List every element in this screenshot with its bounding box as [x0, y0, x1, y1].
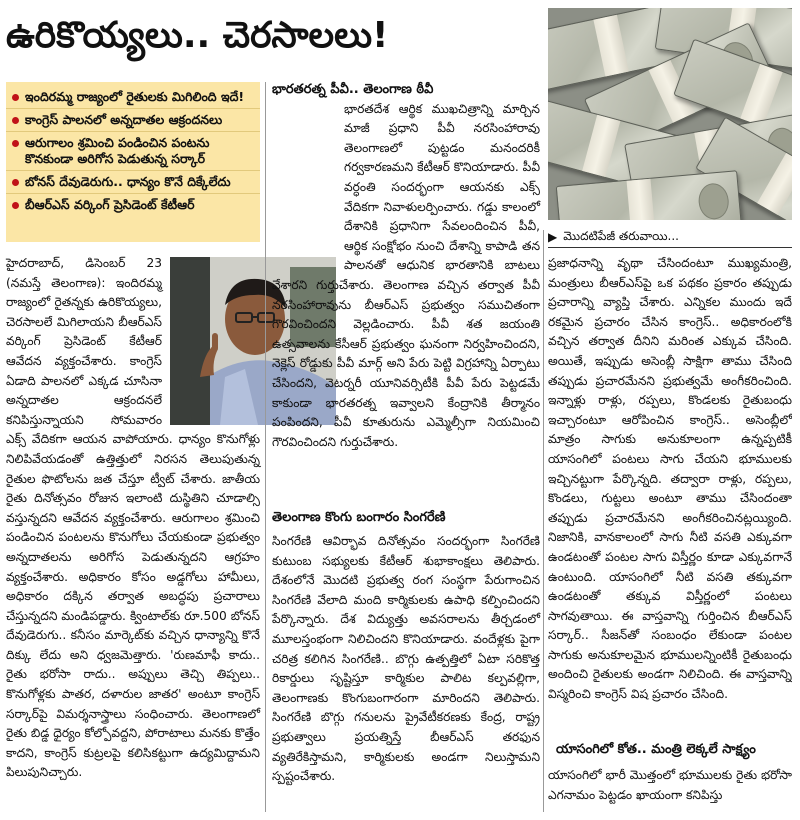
- headline-block: [6, 14, 538, 66]
- highlights-box: [6, 82, 260, 242]
- bullet-icon: [12, 117, 19, 124]
- highlight-item: ఆరుగాలం శ్రమించి పండించిన పంటను కొనకుండా అరిగోస పెడుతున్న సర్కార్: [6, 132, 260, 171]
- column-3-continued-article: [548, 254, 792, 730]
- bullet-icon: [12, 202, 19, 209]
- column-1-article: [6, 254, 260, 816]
- continued-label: మొదటిపేజీ తరువాయి...: [563, 228, 679, 243]
- arrow-right-icon: ▶: [548, 230, 558, 244]
- highlight-item: బీఆర్ఎస్ వర్కింగ్ ప్రెసిడెంట్ కేటీఆర్: [6, 194, 260, 216]
- singareni-article-body: సింగరేణి ఆవిర్భావ దినోత్సవం సందర్భంగా సింగరేణి కుటుంబ సభ్యులకు కేటీఆర్ శుభాకాంక్షలు తెలిపారు. దేశంలోనే మొదటి ప్రభుత్వ రంగ సంస్థగా పేరుగాంచిన సింగరేణి వేలాది మంది కార్మికులకు ఉపాధి కల్పించిందని పేర్కొన్నారు. దేశ విద్యుత్తు అవసరాలను తీర్చడంలో మూలస్తంభంగా నిలిచిందని కొనియాడారు. వందేళ్లకు పైగా చరిత్ర కలిగిన సింగరేణి.. బొగ్గు ఉత్పత్తిలో ఏటా సరికొత్త రికార్డులు సృష్టిస్తూ కార్మికుల పాలిట కల్పవల్లిగా, తెలంగాణకు కొంగుబంగారంగా మారిందని తెలిపారు. సింగరేణి బొగ్గు గనులను ప్రైవేటీకరణకు కేంద్ర, రాష్ట్ర ప్రభుత్వాలు ప్రయత్నిస్తే బీఆర్ఎస్ తరఫున వ్యతిరేకిస్తామని, కార్మికులకు అండగా నిలుస్తామని స్పష్టంచేశారు.: [272, 534, 540, 784]
- highlight-item: ఇందిరమ్మ రాజ్యంలో రైతులకు మిగిలింది ఇదే!: [6, 86, 260, 109]
- photo-wrap-spacer: [162, 254, 260, 428]
- continued-from-front-page: [548, 227, 792, 248]
- banknote-bundle: [556, 170, 743, 220]
- bullet-icon: [12, 179, 19, 186]
- pv-subheading: భారతరత్న పీవీ.. తెలంగాణ ఠీవీ: [272, 82, 434, 97]
- bullet-icon: [12, 94, 19, 101]
- main-article-body: హైదరాబాద్, డిసెంబర్ 23 (నమస్తే తెలంగాణ): ఇందిరమ్మ రాజ్యంలో రైతన్నకు ఉరికొయ్యలు, చెరసాలలే మిగిలాయని బీఆర్ఎస్ వర్కింగ్ ప్రెసిడెంట్ కేటీఆర్ ఆవేదన వ్యక్తంచేశారు. కాంగ్రెస్ ఏడాది పాలనలో ఎక్కడ చూసినా అన్నదాతల ఆక్రందనలే కనిపిస్తున్నాయని సోమవారం ఎక్స్ వేదికగా ఆయన వాపోయారు. ధాన్యం కొనుగోళ్లు నిలిపివేయడంతో ఉత్తిత్తులో నిరసన తెలుపుతున్న రైతుల ఫొటోలను జత చేస్తూ ట్వీట్ చేశారు. జాతీయ రైతు దినోత్సవం రోజున ఇలాంటి దుస్థితిని చూడాల్సి వస్తున్నదని ఆవేదన వ్యక్తంచేశారు. ఆరుగాలం శ్రమించి పండించిన పంటలను కొనుగోలు చేయకుండా ప్రభుత్వం అన్నదాతలను అరిగోస పెడుతున్నదని ఆగ్రహం వ్యక్తంచేశారు. అధికారం కోసం అడ్డగోలు హామీలు, అధికారం దక్కిన తర్వాత అబద్ధపు ప్రచారాలు చేస్తున్నదని మండిపడ్డారు. క్వింటాల్‌కు రూ.500 బోనస్ దేవుడెరుగు.. కనీసం మార్కెట్‌కు వచ్చిన ధాన్యాన్ని కొనే దిక్కు లేదు అని ధ్వజమెత్తారు. 'రుణమాఫీ కాదు.. రైతు భరోసా రాదు.. అప్పులు తెచ్చి తిప్పలు.. కొనుగోళ్లకు పాతర, దళారుల జాతర' అంటూ కాంగ్రెస్ సర్కార్‌పై విమర్శనాస్త్రాలు సంధించారు. తెలంగాణలో రైతు బిడ్డ ధైర్యం కోల్పోవద్దని, పోరాటాలు మనకు కొత్తేం కాదని, కాంగ్రెస్ కుట్రలపై కలిసికట్టుగా ఉద్యమిద్దామని పిలుపునిచ్చారు.: [6, 256, 260, 780]
- column-2-singareni-article: [272, 532, 540, 816]
- photo-wrap-spacer-2: [272, 102, 344, 260]
- continued-article-body: ప్రజాధనాన్ని వృథా చేసిందంటూ ముఖ్యమంత్రి, మంత్రులు బీఆర్ఎస్‌పై ఒక పథకం ప్రకారం తప్పుడు ప్రచారాన్ని వ్యాప్తి చేశారు. ఎన్నికల ముందు ఇదే రకమైన ప్రచారం చేసిన కాంగ్రెస్.. అధికారంలోకి వచ్చిన తర్వాత దీనిని మరింత ఎక్కువ చేసింది. అయితే, ఇప్పుడు అసెంబ్లీ సాక్షిగా తాము చేసింది తప్పుడు ప్రచారమేనని ప్రభుత్వమే అంగీకరించింది. ఇన్నాళ్లు రాళ్లు, రప్పలు, కొండలకు రైతుబంధు ఇచ్చారంటూ ఆరోపించిన కాంగ్రెస్.. అసెంబ్లీలో మాత్రం సాగుకు అనుకూలంగా ఉన్నప్పటికీ యాసంగిలో పంటలు సాగు చేయని భూములకు ఇచ్చినట్టుగా పేర్కొన్నది. తద్వారా రాళ్లు, రప్పలు, కొండలు, గుట్టలు అంటూ తాము చేసిందంతా తప్పుడు ప్రచారమేనని అంగీకరించినట్లయ్యింది. నిజానికి, వానకాలంలో సాగు నీటి వసతి ఎక్కువగా ఉండటంతో పంటల సాగు విస్తీర్ణం కూడా ఎక్కువగానే ఉంటుంది. యాసంగిలో నీటి వసతి తక్కువగా ఉండటంతో తక్కువ విస్తీర్ణంలో పంటలు సాగవుతాయి. ఈ వాస్తవాన్ని గుర్తించిన బీఆర్ఎస్ సర్కార్.. సీజన్‌తో సంబంధం లేకుండా పంటల సాగుకు అనుకూలమైన భూములన్నింటికీ రైతుబంధు అందించి రైతులకు అండగా నిలిచింది. ఈ వాస్తవాన్ని విస్మరించి కాంగ్రెస్ విష ప్రచారం చేసింది.: [548, 256, 792, 702]
- column-3-yasangi-article: [548, 766, 792, 816]
- yasangi-subheading: యాసంగిలో కోత.. మంత్రి లెక్కలే సాక్ష్యం: [556, 742, 756, 757]
- column-divider: [265, 82, 266, 812]
- column-divider: [543, 230, 544, 812]
- highlight-item: కాంగ్రెస్ పాలనలో అన్నదాతల ఆక్రందనలు: [6, 109, 260, 132]
- singareni-subheading: తెలంగాణ కొంగు బంగారం సింగరేణి: [272, 510, 446, 525]
- headline: ఉరికొయ్యలు.. చెరసాలలు!: [6, 15, 389, 56]
- currency-notes-photo: [548, 8, 792, 220]
- bullet-icon: [12, 140, 19, 147]
- highlight-item: బోనస్ దేవుడెరుగు.. ధాన్యం కొనే దిక్కేలేదు: [6, 171, 260, 194]
- column-2-pv-article: [272, 80, 540, 510]
- pv-article-body: భారతదేశ ఆర్థిక ముఖచిత్రాన్ని మార్చిన మాజీ ప్రధాని పీవీ నరసింహారావు తెలంగాణలో పుట్టడం మనందరికీ గర్వకారణమని కేటీఆర్ కొనియాడారు. పీవీ వర్ధంతి సందర్భంగా ఆయనకు ఎక్స్ వేదికగా నివాళులర్పించారు. గడ్డు కాలంలో దేశానికి ప్రధానిగా సేవలందించిన పీవీ, ఆర్థిక సంక్షోభం నుంచి దేశాన్ని కాపాడి తన పాలనతో ఆధునిక భారతానికి బాటలు వేశారని గుర్తుచేశారు. తెలంగాణ వచ్చిన తర్వాత పీవీ నరసింహారావును బీఆర్ఎస్ ప్రభుత్వం సముచితంగా గౌరవించిందని వెల్లడించారు. పీవీ శత జయంతి ఉత్సవాలను కేసీఆర్ ప్రభుత్వం ఘనంగా నిర్వహించిందని, నెక్లెస్ రోడ్డుకు పీవీ మార్గ్ అని పేరు పెట్టి విగ్రహాన్ని ఏర్పాటు చేసిందని, వెటర్నరీ యూనివర్సిటీకి పీవీ పేరు పెట్టడమే కాకుండా భారతరత్న ఇవ్వాలని కేంద్రానికి తీర్మానం పంపిందని, పీవీ కూతురును ఎమ్మెల్సీగా నియమించి గౌరవించిందని గుర్తుచేశారు.: [272, 101, 540, 449]
- yasangi-article-body: యాసంగిలో భారీ మొత్తంలో భూములకు రైతు భరోసా ఎగనామం పెట్టడం ఖాయంగా కనిపిస్తు: [548, 768, 792, 802]
